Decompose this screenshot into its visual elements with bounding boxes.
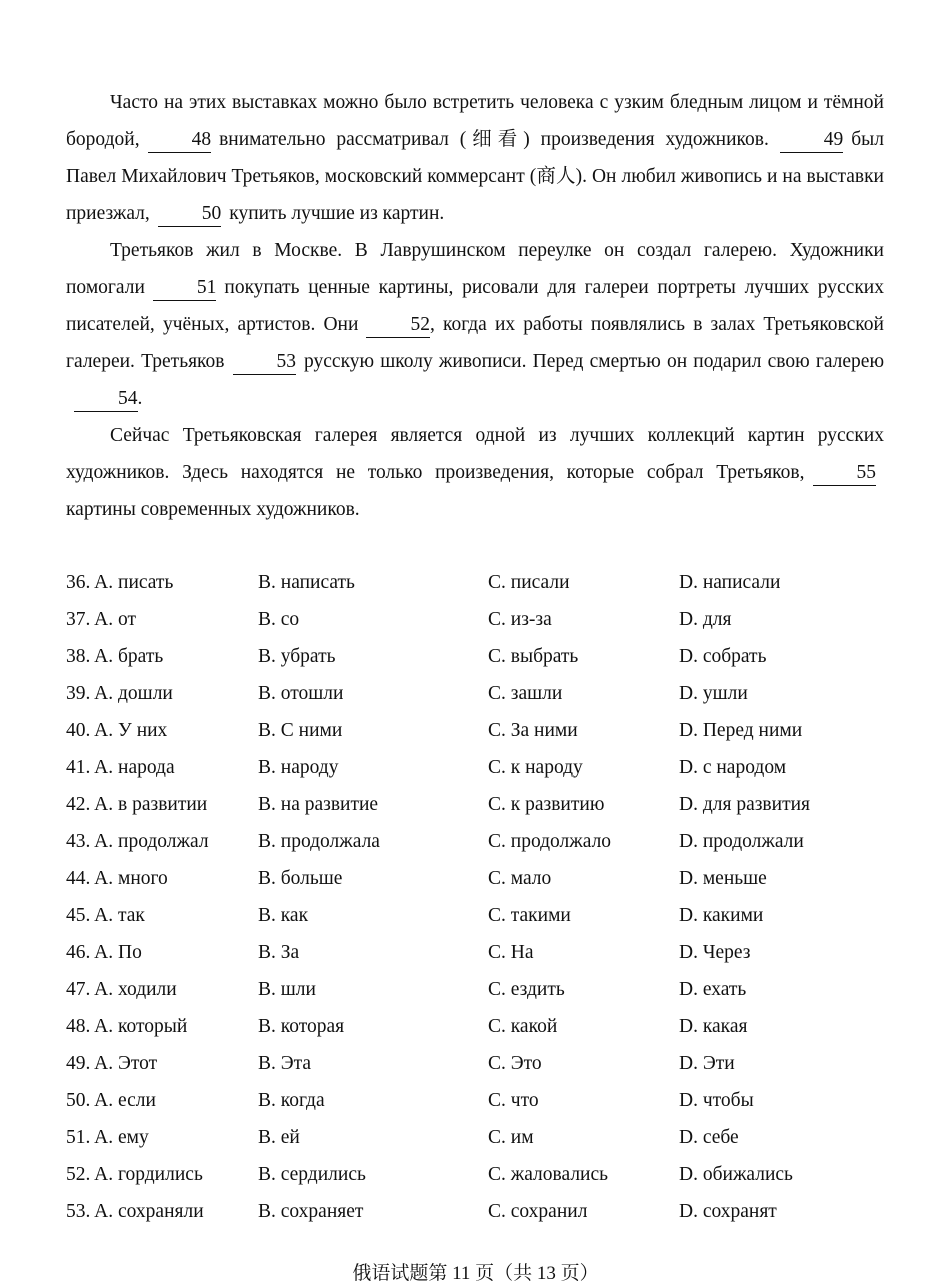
- passage-text: русскую школу живописи. Перед смертью он подарил свою галерею: [304, 351, 885, 372]
- option-c: C. писали: [488, 572, 570, 593]
- option-d: D. собрать: [679, 646, 767, 667]
- option-a: 44. A. много: [66, 868, 168, 889]
- option-a: 43. A. продолжал: [66, 831, 209, 852]
- option-b: B. продолжала: [258, 831, 380, 852]
- option-a: 40. A. У них: [66, 720, 168, 741]
- option-d: D. какая: [679, 1016, 748, 1037]
- passage-text: внимательно рассматривал (细看) произведения художников.: [219, 129, 769, 150]
- option-d: D. Эти: [679, 1053, 735, 1074]
- option-a: 42. A. в развитии: [66, 794, 208, 815]
- option-b: B. С ними: [258, 720, 343, 741]
- option-c: C. к развитию: [488, 794, 605, 815]
- option-a: 49. A. Этот: [66, 1053, 158, 1074]
- page-footer: 俄语试题第 11 页（共 13 页）: [352, 1263, 599, 1284]
- question-row: [66, 934, 896, 971]
- answer-options: [66, 564, 896, 1230]
- option-c: C. зашли: [488, 683, 563, 704]
- option-d: D. для: [679, 609, 732, 630]
- option-c: C. мало: [488, 868, 552, 889]
- option-d: D. меньше: [679, 868, 767, 889]
- passage-text: .: [137, 388, 143, 409]
- option-c: C. Это: [488, 1053, 542, 1074]
- option-b: B. шли: [258, 979, 316, 1000]
- option-b: B. сохраняет: [258, 1201, 364, 1222]
- option-a: 36. A. писать: [66, 572, 174, 593]
- paragraph-2: [66, 232, 884, 417]
- option-b: B. За: [258, 942, 300, 963]
- option-a: 48. A. который: [66, 1016, 188, 1037]
- option-b: B. Эта: [258, 1053, 312, 1074]
- option-d: D. продолжали: [679, 831, 804, 852]
- option-d: D. Перед ними: [679, 720, 803, 741]
- option-d: D. чтобы: [679, 1090, 754, 1111]
- question-row: [66, 675, 896, 712]
- blank-52: 52: [366, 313, 430, 338]
- question-row: [66, 971, 896, 1008]
- blank-55: 55: [813, 461, 877, 486]
- option-c: C. продолжало: [488, 831, 612, 852]
- paragraph-1: [66, 84, 884, 232]
- option-c: C. жаловались: [488, 1164, 609, 1185]
- question-row: [66, 1082, 896, 1119]
- option-a: 41. A. народа: [66, 757, 175, 778]
- option-c: C. что: [488, 1090, 539, 1111]
- option-c: C. какой: [488, 1016, 558, 1037]
- option-a: 53. A. сохраняли: [66, 1201, 204, 1222]
- option-a: 47. A. ходили: [66, 979, 177, 1000]
- option-b: B. отошли: [258, 683, 344, 704]
- paragraph-3: [66, 417, 884, 528]
- option-d: D. для развития: [679, 794, 811, 815]
- option-d: D. обижались: [679, 1164, 793, 1185]
- option-c: C. ездить: [488, 979, 565, 1000]
- passage-text: покупать ценные картины, рисовали для галереи портреты лучших русских писателей, учёных, артистов. Они: [66, 277, 884, 335]
- question-row: [66, 638, 896, 675]
- option-c: C. такими: [488, 905, 571, 926]
- option-a: 46. A. По: [66, 942, 142, 963]
- question-row: [66, 1119, 896, 1156]
- option-b: B. сердились: [258, 1164, 366, 1185]
- option-c: C. На: [488, 942, 534, 963]
- passage-text: Третьяков жил в Москве. В Лаврушинском переулке он создал галерею. Художники помогали: [66, 240, 884, 298]
- question-row: [66, 1045, 896, 1082]
- question-row: [66, 860, 896, 897]
- option-a: 52. A. гордились: [66, 1164, 203, 1185]
- option-a: 50. A. если: [66, 1090, 156, 1111]
- option-a: 51. A. ему: [66, 1127, 149, 1148]
- option-d: D. себе: [679, 1127, 739, 1148]
- question-row: [66, 564, 896, 601]
- option-a: 38. A. брать: [66, 646, 164, 667]
- option-b: B. когда: [258, 1090, 325, 1111]
- option-c: C. За ними: [488, 720, 578, 741]
- option-b: B. ей: [258, 1127, 300, 1148]
- option-a: 39. A. дошли: [66, 683, 173, 704]
- question-row: [66, 823, 896, 860]
- question-row: [66, 786, 896, 823]
- passage-text: был Павел Михайлович Третьяков, московский коммерсант (商人). Он любил живопись и на выставки приезжал,: [66, 129, 884, 224]
- question-row: [66, 1008, 896, 1045]
- blank-54: 54: [74, 387, 138, 412]
- question-row: [66, 897, 896, 934]
- option-c: C. из-за: [488, 609, 552, 630]
- blank-51: 51: [153, 276, 217, 301]
- blank-53: 53: [233, 350, 297, 375]
- option-a: 37. A. от: [66, 609, 137, 630]
- option-c: C. сохранил: [488, 1201, 588, 1222]
- option-d: D. ехать: [679, 979, 747, 1000]
- option-b: B. как: [258, 905, 309, 926]
- option-a: 45. A. так: [66, 905, 145, 926]
- passage-text: картины современных художников.: [66, 499, 360, 520]
- option-c: C. выбрать: [488, 646, 579, 667]
- question-row: [66, 749, 896, 786]
- option-c: C. к народу: [488, 757, 583, 778]
- option-b: B. которая: [258, 1016, 345, 1037]
- question-row: [66, 712, 896, 749]
- option-d: D. сохранят: [679, 1201, 777, 1222]
- option-d: D. с народом: [679, 757, 787, 778]
- option-d: D. Через: [679, 942, 751, 963]
- question-row: [66, 1156, 896, 1193]
- passage-text: Часто на этих выставках можно было встретить человека с узким бледным лицом и тёмной бородой,: [66, 92, 884, 150]
- blank-48: 48: [148, 128, 212, 153]
- reading-passage: [66, 84, 884, 528]
- passage-text: купить лучшие из картин.: [229, 203, 445, 224]
- option-b: B. народу: [258, 757, 339, 778]
- option-b: B. написать: [258, 572, 355, 593]
- passage-text: Сейчас Третьяковская галерея является одной из лучших коллекций картин русских художников. Здесь находятся не только произведения, которые собрал Третьяков,: [66, 425, 884, 483]
- option-b: B. со: [258, 609, 300, 630]
- option-b: B. на развитие: [258, 794, 379, 815]
- blank-49: 49: [780, 128, 844, 153]
- question-row: [66, 601, 896, 638]
- option-d: D. написали: [679, 572, 781, 593]
- option-c: C. им: [488, 1127, 534, 1148]
- option-b: B. больше: [258, 868, 343, 889]
- question-row: [66, 1193, 896, 1230]
- passage-text: , когда их работы появлялись в залах Третьяковской галереи. Третьяков: [66, 314, 884, 372]
- blank-50: 50: [158, 202, 222, 227]
- option-d: D. какими: [679, 905, 764, 926]
- option-d: D. ушли: [679, 683, 748, 704]
- option-b: B. убрать: [258, 646, 336, 667]
